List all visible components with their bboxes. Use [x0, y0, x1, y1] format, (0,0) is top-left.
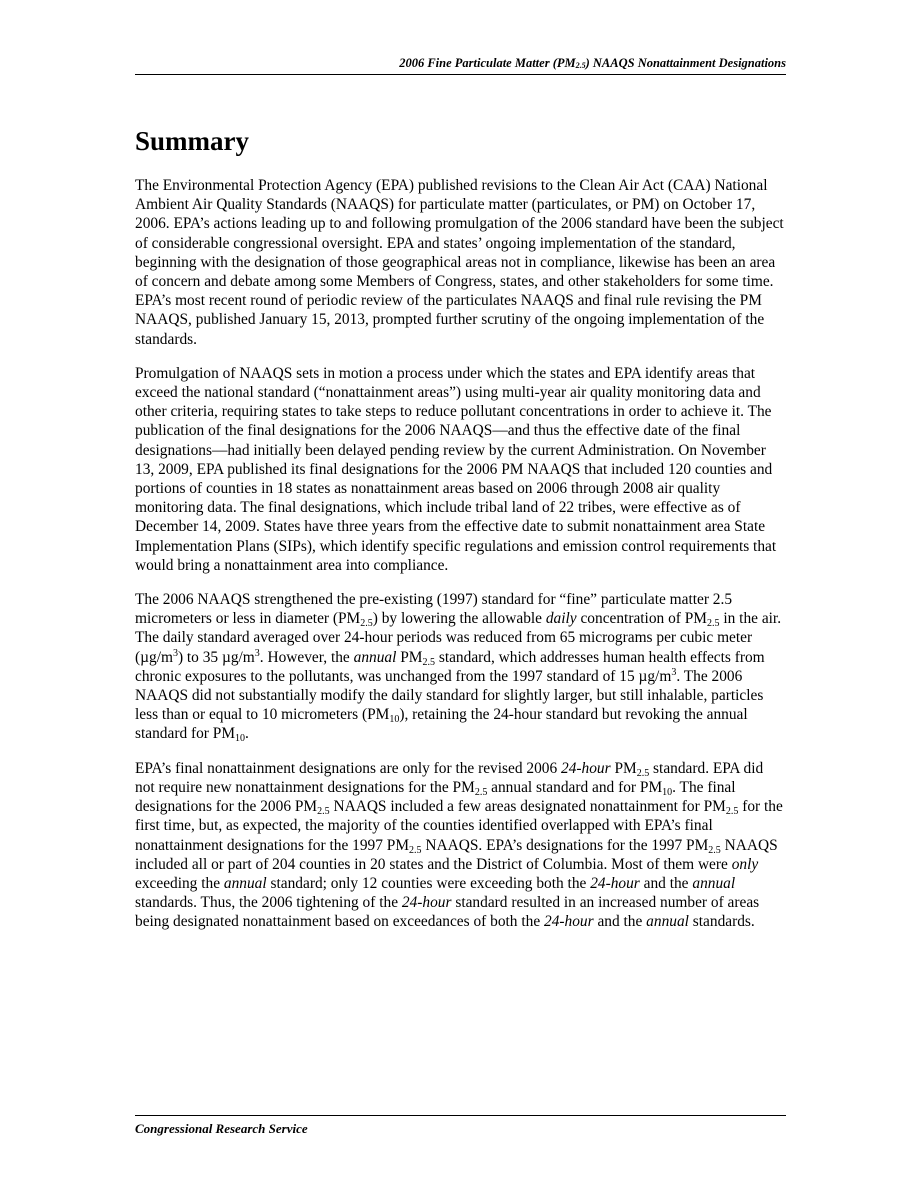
text-run: .: [245, 725, 249, 743]
subscript: 10: [662, 786, 673, 798]
header-text-pre: 2006 Fine Particulate Matter (PM: [399, 56, 576, 70]
text-run: ) to 35 µg/m: [177, 648, 255, 666]
text-run: NAAQS included all or part of 204 counties in 20 states and the District of Columbia. Most of them were: [135, 836, 778, 873]
italic-run: daily: [545, 610, 577, 628]
italic-run: annual: [646, 913, 689, 931]
header-text-post: ) NAAQS Nonattainment Designations: [585, 56, 786, 70]
subscript: 2.5: [474, 786, 488, 798]
summary-body: [135, 176, 786, 947]
text-run: standards.: [688, 913, 755, 931]
running-footer: Congressional Research Service: [135, 1115, 786, 1137]
italic-run: annual: [692, 874, 736, 892]
paragraph-3: [135, 590, 786, 744]
text-run: for the first time, but, as expected, the majority of the counties identified overlapped with EPA’s final nonattainment designations for the 1997 PM: [135, 798, 783, 854]
italic-run: 24-hour: [561, 759, 611, 777]
text-run: ) by lowering the allowable: [372, 610, 546, 628]
subscript: 2.5: [422, 656, 435, 668]
text-run: standard. EPA did not require new nonattainment designations for the PM: [135, 759, 764, 796]
text-run: in the air. The daily standard averaged over 24-hour periods was reduced from 65 micrograms per cubic meter (µg/m: [135, 610, 782, 666]
superscript: 3: [172, 647, 178, 659]
text-run: standard resulted in an increased number of areas being designated nonattainment based on exceedances of both the: [135, 894, 760, 931]
text-run: . However, the: [259, 648, 354, 666]
italic-run: only: [731, 855, 759, 873]
subscript: 2.5: [360, 618, 373, 630]
italic-run: annual: [223, 874, 267, 892]
subscript: 2.5: [707, 618, 720, 630]
text-run: standards. Thus, the 2006 tightening of the: [135, 894, 402, 912]
subscript: 2.5: [409, 844, 422, 856]
paragraph-1: The Environmental Protection Agency (EPA) published revisions to the Clean Air Act (CAA) National Ambient Air Quality Standards (NAAQS) for particulate matter (particulates, or PM) on October 17, 2006. EPA’s actions leading up to and following promulgation of the 2006 standard have been the subject of considerable congressional oversight. EPA and states’ ongoing implementation of the standard, beginning with the designation of those geographical areas not in compliance, likewise has been an area of concern and debate among some Members of Congress, states, and other stakeholders for some time. EPA’s most recent round of periodic review of the particulates NAAQS and final rule revising the PM NAAQS, published January 15, 2013, prompted further scrutiny of the ongoing implementation of the standards.: [135, 177, 784, 348]
paragraph-2: Promulgation of NAAQS sets in motion a process under which the states and EPA identify areas that exceed the national standard (“nonattainment areas”) using multi-year air quality monitoring data and other criteria, requiring states to take steps to reduce pollutant concentrations in order to achieve it. The publication of the final designations for the 2006 NAAQS—and thus the effective date of the final designations—had initially been delayed pending review by the current Administration. On November 13, 2009, EPA published its final designations for the 2006 PM NAAQS that included 120 counties and portions of counties in 18 states as nonattainment areas based on 2006 through 2008 air quality monitoring data. The final designations, which include tribal land of 22 tribes, were effective as of December 14, 2009. States have three years from the effective date to submit nonattainment area State Implementation Plans (SIPs), which identify specific regulations and emission control requirements that would bring a nonattainment area into compliance.: [135, 364, 777, 574]
text-run: The 2006 NAAQS strengthened the pre-existing (1997) standard for “fine” particulate matter 2.5 micrometers or less in diameter (PM: [135, 591, 733, 628]
paragraph-4: [135, 759, 786, 932]
text-run: concentration of PM: [576, 610, 707, 628]
subscript: 2.5: [636, 767, 650, 779]
subscript: 2.5: [317, 806, 330, 818]
text-run: . The final designations for the 2006 PM: [135, 778, 736, 816]
italic-run: 24-hour: [544, 913, 594, 931]
subscript: 10: [235, 733, 246, 745]
page-title: Summary: [135, 126, 249, 156]
text-run: standard, which addresses human health effects from chronic exposures to the pollutants, was unchanged from the 1997 standard of 15 µg/m: [135, 648, 765, 685]
text-run: standard; only 12 counties were exceeding both the: [266, 874, 591, 892]
superscript: 3: [671, 666, 677, 678]
italic-run: 24-hour: [401, 894, 452, 912]
italic-run: 24-hour: [590, 874, 640, 892]
italic-run: annual: [353, 648, 397, 666]
text-run: . The 2006 NAAQS did not substantially modify the daily standard for slightly larger, but still inhalable, particles less than or equal to 10 micrometers (PM: [135, 667, 764, 724]
text-run: exceeding the: [135, 874, 224, 892]
running-header: [135, 56, 786, 75]
superscript: 3: [254, 647, 260, 659]
text-run: ), retaining the 24-hour standard but revoking the annual standard for PM: [135, 706, 748, 743]
subscript: 10: [389, 714, 400, 726]
text-run: NAAQS included a few areas designated nonattainment for PM: [329, 798, 726, 816]
text-run: PM: [396, 648, 423, 666]
text-run: and the: [639, 874, 693, 892]
text-run: EPA’s final nonattainment designations are only for the revised 2006: [135, 759, 562, 777]
text-run: annual standard and for PM: [487, 778, 663, 796]
header-subscript: 2.5: [575, 61, 586, 70]
text-run: NAAQS. EPA’s designations for the 1997 PM: [421, 836, 709, 854]
subscript: 2.5: [725, 806, 739, 818]
text-run: and the: [593, 913, 647, 931]
subscript: 2.5: [708, 844, 721, 856]
text-run: PM: [610, 759, 637, 777]
